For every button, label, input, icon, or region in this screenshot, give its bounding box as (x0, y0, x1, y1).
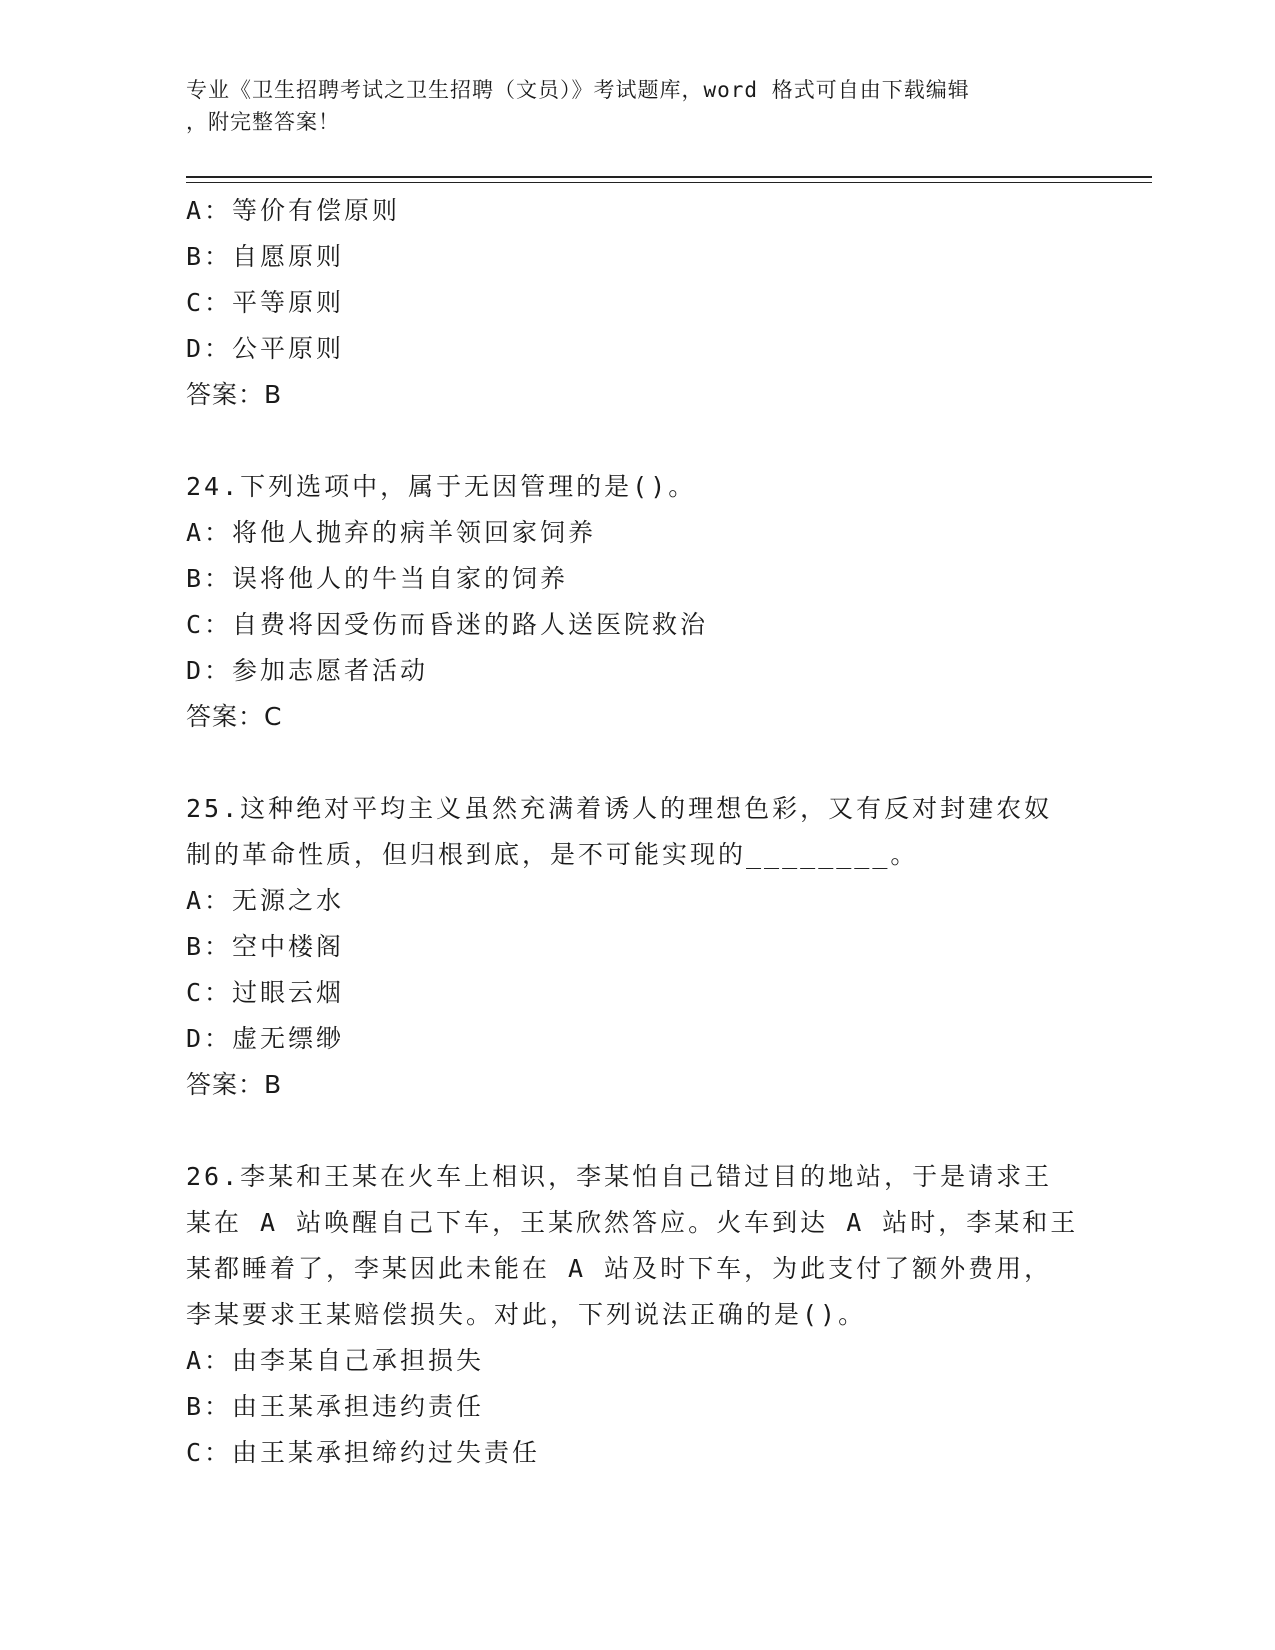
question-stem-line-4: 李某要求王某赔偿损失。对此，下列说法正确的是()。 (186, 1300, 867, 1329)
option-b: B：自愿原则 (186, 242, 345, 271)
header-line-2: ，附完整答案！ (186, 110, 340, 134)
document-header (186, 74, 1066, 138)
question-stem-line-2: 制的革命性质，但归根到底，是不可能实现的________。 (186, 840, 919, 869)
question-23 (186, 188, 1086, 418)
option-c: C：由王某承担缔约过失责任 (186, 1438, 541, 1467)
option-b: B：误将他人的牛当自家的饲养 (186, 564, 569, 593)
question-stem-line-1: 26.李某和王某在火车上相识，李某怕自己错过目的地站，于是请求王 (186, 1162, 1053, 1191)
question-list (186, 188, 1086, 1476)
option-d: D：公平原则 (186, 334, 345, 363)
header-rule-thick (186, 176, 1152, 178)
option-a: A：无源之水 (186, 886, 345, 915)
question-stem: 24.下列选项中，属于无因管理的是()。 (186, 472, 697, 501)
header-line-1: 专业《卫生招聘考试之卫生招聘（文员）》考试题库，word 格式可自由下载编辑 (186, 78, 970, 102)
option-a: A：由李某自己承担损失 (186, 1346, 485, 1375)
option-c: C：平等原则 (186, 288, 345, 317)
question-stem-line-1: 25.这种绝对平均主义虽然充满着诱人的理想色彩，又有反对封建农奴 (186, 794, 1053, 823)
option-c: C：过眼云烟 (186, 978, 345, 1007)
option-b: B：空中楼阁 (186, 932, 345, 961)
option-c: C：自费将因受伤而昏迷的路人送医院救治 (186, 610, 709, 639)
answer: 答案：B (186, 380, 283, 409)
option-d: D：虚无缥缈 (186, 1024, 345, 1053)
answer: 答案：C (186, 702, 283, 731)
question-stem-line-2: 某在 A 站唤醒自己下车，王某欣然答应。火车到达 A 站时，李某和王 (186, 1208, 1079, 1237)
question-26 (186, 1154, 1086, 1476)
answer: 答案：B (186, 1070, 283, 1099)
header-rule-thin (186, 182, 1152, 183)
question-25 (186, 786, 1086, 1108)
option-b: B：由王某承担违约责任 (186, 1392, 485, 1421)
question-24 (186, 464, 1086, 740)
option-d: D：参加志愿者活动 (186, 656, 429, 685)
question-stem-line-3: 某都睡着了，李某因此未能在 A 站及时下车，为此支付了额外费用， (186, 1254, 1053, 1283)
option-a: A：等价有偿原则 (186, 196, 401, 225)
option-a: A：将他人抛弃的病羊领回家饲养 (186, 518, 597, 547)
